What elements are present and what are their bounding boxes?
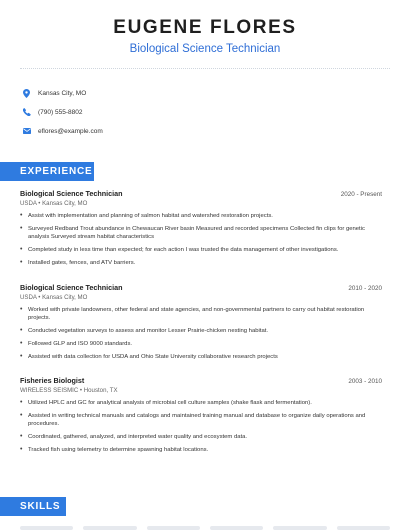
skill-chip (273, 526, 326, 530)
job-role: Biological Science Technician (20, 283, 123, 292)
location-text: Kansas City, MO (38, 89, 87, 97)
list-item: • Tracked fish using telemetry to determine spawning habitat locations. (20, 446, 209, 453)
skills-heading: SKILLS (0, 497, 66, 516)
skill-chip (210, 526, 263, 530)
envelope-icon (22, 126, 31, 136)
job-bullets (20, 306, 382, 361)
job-role: Fisheries Biologist (20, 376, 85, 385)
contact-email (22, 122, 103, 140)
job-dates: 2010 - 2020 (348, 285, 382, 292)
candidate-title: Biological Science Technician (129, 43, 281, 55)
job-entry (20, 376, 382, 459)
list-item: • Assisted with data collection for USDA and Ohio State University collaborative research projects (20, 353, 278, 360)
header-divider (20, 68, 390, 69)
job-org: WIRELESS SEISMIC • Houston, TX (20, 387, 118, 394)
list-item: • Utilized HPLC and GC for analytical analysis of microbial cell culture samples (shake flask and fermentation). (20, 399, 312, 406)
skill-chip (20, 526, 73, 530)
map-pin-icon (22, 88, 31, 98)
list-item: • Assist with implementation and planning of salmon habitat and watershed restoration projects. (20, 212, 273, 219)
resume-header (0, 0, 410, 55)
candidate-name: EUGENE FLORES (113, 17, 297, 38)
job-bullets (20, 212, 382, 267)
email-text: eflores@example.com (38, 127, 103, 135)
job-entry (20, 283, 382, 366)
job-bullets (20, 399, 382, 454)
skill-chip (337, 526, 390, 530)
job-role: Biological Science Technician (20, 189, 123, 198)
contact-location (22, 84, 103, 102)
contact-block (22, 84, 103, 141)
list-item: • Surveyed Redband Trout abundance in Chewaucan River basin Measured and recorded specimens Collected fin clips for genetic analysis Surveyed stream habitat characteristics (20, 225, 365, 240)
skill-chip (83, 526, 136, 530)
experience-heading: EXPERIENCE (0, 162, 94, 181)
contact-phone (22, 103, 103, 121)
skills-list (20, 526, 390, 530)
job-entry (20, 189, 382, 272)
phone-text: (790) 555-8802 (38, 108, 83, 116)
skill-chip (147, 526, 200, 530)
list-item: • Followed GLP and ISO 9000 standards. (20, 340, 133, 347)
job-org: USDA • Kansas City, MO (20, 200, 88, 207)
job-org: USDA • Kansas City, MO (20, 294, 88, 301)
list-item: • Conducted vegetation surveys to assess and monitor Lesser Prairie-chicken nesting habitat. (20, 327, 269, 334)
list-item: • Worked with private landowners, other federal and state agencies, and non-governmental partners to carry out habitat restoration projects. (20, 306, 365, 321)
list-item: • Completed study in less time than expected; for each action I was trusted the data management of other investigations. (20, 246, 339, 253)
phone-icon (22, 107, 31, 117)
job-dates: 2003 - 2010 (348, 378, 382, 385)
job-dates: 2020 - Present (340, 191, 382, 198)
list-item: • Coordinated, gathered, analyzed, and interpreted water quality and ecosystem data. (20, 433, 248, 440)
list-item: • Assisted in writing technical manuals and catalogs and maintained training manual and database to organize daily operations and procedures. (20, 412, 366, 427)
list-item: • Installed gates, fences, and ATV barriers. (20, 259, 136, 266)
